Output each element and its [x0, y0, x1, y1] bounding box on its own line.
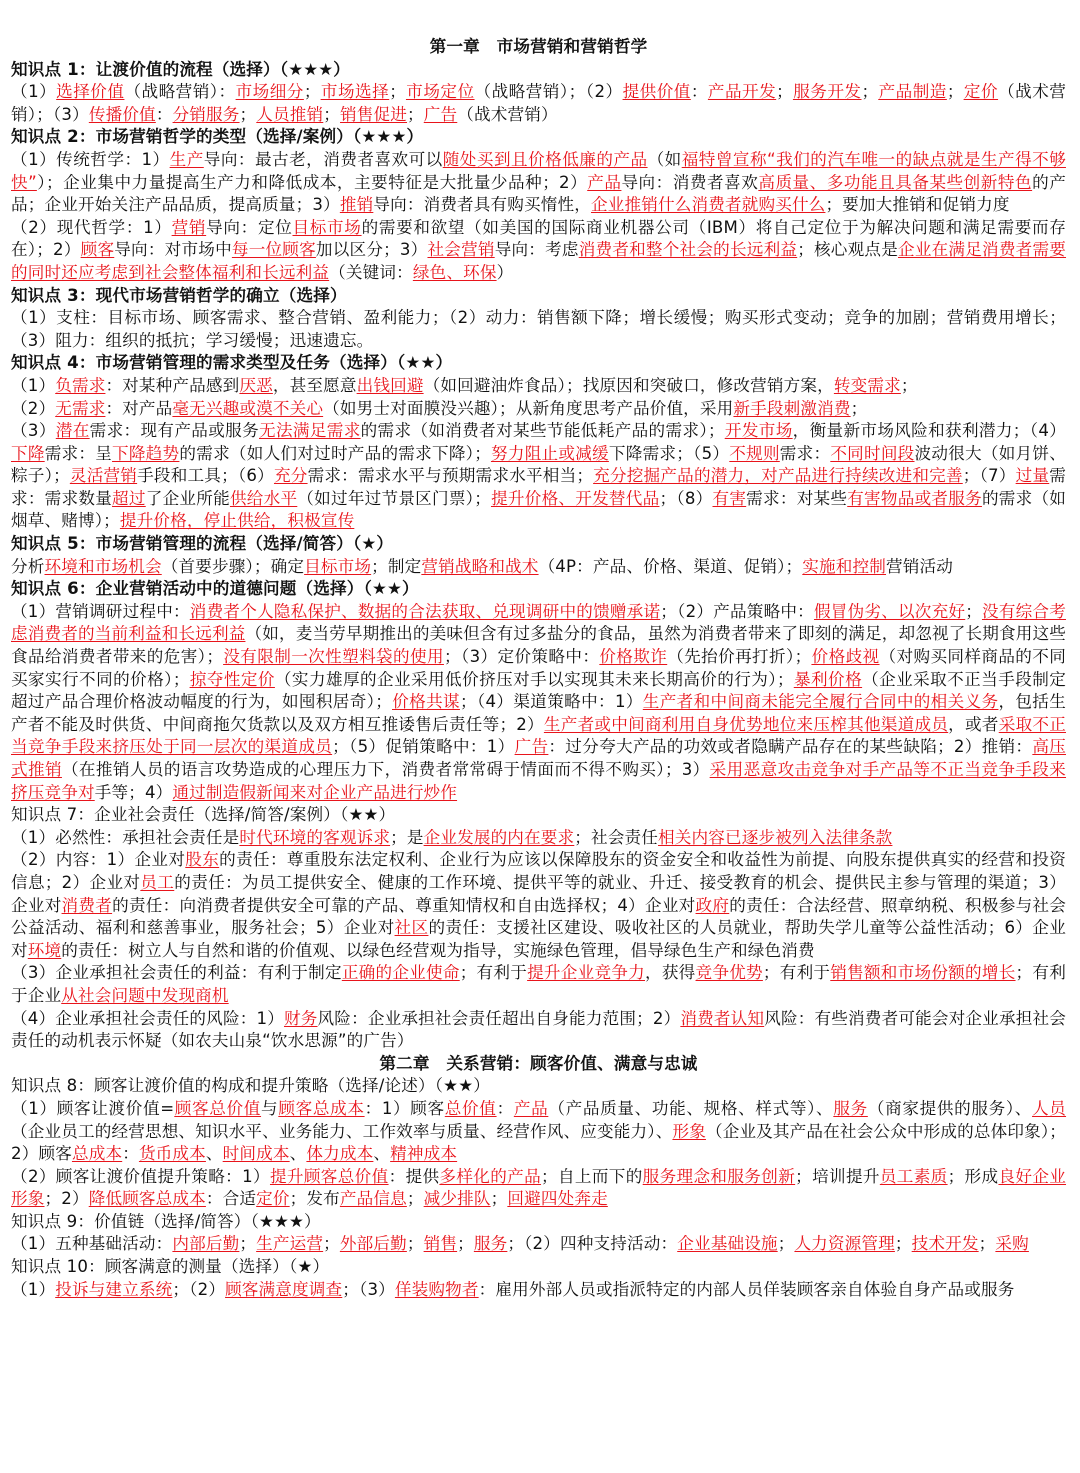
text-run: ；自上而下的 [541, 1166, 643, 1186]
text-run: ： [496, 1098, 514, 1118]
text-run: 的责任：树立人与自然和谐的价值观、以绿色经营观为指导，实施绿色管理，倡导绿色生产和绿色消费 [61, 940, 815, 960]
text-run: ；（2） [172, 1279, 226, 1299]
text-run: 加以区分；3） [315, 240, 428, 260]
text-run: （3） [11, 421, 56, 441]
text-run: （1） [11, 1279, 56, 1299]
key-term: 产品 [587, 172, 622, 192]
key-term: 从社会问题中发现商机 [61, 985, 229, 1005]
paragraph [11, 1166, 1066, 1211]
knowledge-point-heading [11, 352, 1066, 375]
text-run: （首要步骤）；确定 [161, 556, 305, 576]
key-term: 消费者 [61, 895, 113, 915]
paragraph [11, 375, 1066, 398]
text-run: ； [777, 1234, 795, 1254]
text-run: ；发布 [289, 1189, 340, 1209]
text-run: （战术营销） [457, 104, 558, 124]
text-run: ；（2）产品策略中： [660, 601, 814, 621]
key-term: 灵活营销 [69, 466, 138, 486]
key-term: 不同时间段 [830, 443, 915, 463]
text-run: ；社会责任 [574, 827, 659, 847]
text-run: 风险：企业承担社会责任超出自身能力范围；2） [317, 1008, 681, 1028]
key-term: 提升顾客总价值 [269, 1166, 389, 1186]
text-run: （战略营销）；（2） [474, 82, 623, 102]
key-term: 产品制造 [878, 82, 947, 102]
key-term: 高压式推销 [11, 737, 1066, 779]
text-run: ；培训提升 [795, 1166, 880, 1186]
text-run: 知识点 4：市场营销管理的需求类型及任务（选择）（★★） [11, 353, 453, 373]
text-run: 了企业所能 [145, 488, 230, 508]
key-term: 企业在满足消费者需要的同时还应考虑到社会整体福利和长远利益 [11, 240, 1067, 282]
key-term: 过量 [1015, 466, 1050, 486]
text-run: （1）支柱：目标市场、顾客需求、整合营销、盈利能力；（2）动力：销售额下降；增长缓慢；购买形式变动；竞争的加剧；营销费用增长；（3）阻力：组织的抵抗；学习缓慢；迅速遗忘。 [11, 308, 1066, 350]
chapter-title [11, 1053, 1066, 1076]
knowledge-point-heading [11, 804, 1066, 827]
text-run: ； [776, 82, 793, 102]
key-term: 不规则 [729, 443, 780, 463]
key-term: 消费者个人隐私保护、数据的合法获取、兑现调研中的馈赠承诺 [189, 601, 661, 621]
text-run: 导向：消费者喜欢 [621, 172, 759, 192]
key-term: 下降趋势 [112, 443, 180, 463]
key-term: 总成本 [71, 1144, 123, 1164]
text-run: （2） [11, 398, 56, 418]
text-run: ，甚至愿意 [272, 375, 357, 395]
text-run: （4）企业承担社会责任的风险：1） [11, 1008, 284, 1028]
key-term: 服务理念和服务创新 [642, 1166, 796, 1186]
knowledge-point-heading [11, 533, 1066, 556]
text-run: 分析 [11, 556, 45, 576]
key-term: 技术开发 [911, 1234, 979, 1254]
text-run: ；是 [390, 827, 424, 847]
text-run: 下降需求；（5） [608, 443, 730, 463]
text-run: （产品质量、功能、规格、样式等）、 [548, 1098, 834, 1118]
text-run: 手段和工具；（6） [137, 466, 274, 486]
key-term: 提供价值 [622, 82, 691, 102]
key-term: 时间成本 [222, 1144, 290, 1164]
text-run: ：雇用外部人员或指派特定的内部人员佯装顾客亲自体验自身产品或服务 [478, 1279, 1015, 1299]
text-run: ；（3） [342, 1279, 395, 1299]
key-term: 社会营销 [427, 240, 495, 260]
text-run: 需求：需求水平与预期需求水平相当； [307, 466, 594, 486]
text-run: ；（5）促销策略中：1） [332, 737, 515, 757]
key-term: 服务开发 [792, 82, 862, 102]
paragraph [11, 217, 1066, 285]
text-run: ； [946, 82, 964, 102]
text-run: ：提供 [388, 1166, 440, 1186]
text-run: （企业采取不正当手段制定超过产品合理价格波动幅度的行为，如囤积居奇）； [11, 669, 1066, 712]
text-run: 的需求（如人们对过时产品的需求下降）； [179, 443, 491, 463]
text-run: （企业及其产品在社会公众中形成的总体印象）；2）顾客 [11, 1121, 1067, 1164]
text-run: （1）必然性：承担社会责任是 [11, 827, 240, 847]
key-term: 内部后勤 [172, 1234, 240, 1254]
text-run: 的产品；企业开始关注产品品质，提高质量；3） [11, 172, 1066, 215]
knowledge-point-heading [11, 1075, 1066, 1098]
key-term: 定价 [963, 82, 999, 102]
text-run: ：对产品 [105, 398, 173, 418]
paragraph [11, 556, 1066, 579]
text-run: ，包括生产者不能及时供货、中间商拖欠货款以及双方相互推诿售后责任等；2） [11, 692, 1066, 734]
key-term: 努力阻止或减缓 [490, 443, 609, 463]
text-run: （4P：产品、价格、渠道、促销）； [538, 556, 803, 576]
key-term: 生产运营 [256, 1234, 324, 1254]
key-term: 生产者和中间商未能完全履行合同中的相关义务 [642, 692, 999, 712]
key-term: 定价 [256, 1189, 290, 1209]
key-term: 无法满足需求 [259, 421, 361, 441]
text-run: 的责任：向消费者提供安全可靠的产品、尊重知情权和自由选择权；4）企业对 [112, 895, 696, 915]
text-run: 风险：有些消费者可能会对企业承担社会责任的动机表示怀疑（如农夫山泉“饮水思源”的广告） [11, 1008, 1066, 1051]
key-term: 竞争优势 [695, 963, 763, 983]
key-term: 消费者认知 [680, 1008, 765, 1028]
text-run: 需求： [779, 443, 831, 463]
text-run: （如回避油炸食品）；找原因和突破口，修改营销方案， [423, 375, 834, 395]
key-term: 新手段刺激消费 [733, 398, 851, 418]
key-term: 假冒伪劣、以次充好 [813, 601, 966, 621]
key-term: 目标市场 [304, 556, 372, 576]
key-term: 企业推销什么消费者就购买什么 [591, 195, 826, 215]
key-term: 市场细分 [235, 82, 304, 102]
key-term: 人员 [1032, 1098, 1067, 1118]
key-term: 顾客总成本 [278, 1098, 365, 1118]
key-term: 通过制造假新闻来对企业产品进行炒作 [172, 782, 458, 802]
text-run: ； [239, 1234, 257, 1254]
text-run: （1）营销调研过程中： [11, 601, 190, 621]
text-run: ，获得 [645, 963, 696, 983]
key-term: 绿色、环保 [412, 262, 497, 282]
text-run: 知识点 5：市场营销管理的流程（选择/简答）（★） [11, 534, 394, 554]
text-run: 知识点 3：现代市场营销哲学的确立（选择） [11, 285, 347, 305]
key-term: 福特曾宣称“我们的汽车唯一的缺点就是生产得不够快” [11, 149, 1066, 192]
knowledge-point-heading [11, 285, 1066, 308]
key-term: 广告 [423, 104, 458, 124]
text-run: ； [323, 1234, 340, 1254]
key-term: 负需求 [55, 375, 106, 395]
key-term: 员工素质 [879, 1166, 948, 1186]
text-run: （先抬价再打折）； [667, 647, 812, 667]
text-run: 手等；4） [94, 782, 173, 802]
text-run: 、 [205, 1144, 223, 1164]
key-term: 分销服务 [172, 104, 240, 124]
text-run: ； [323, 104, 341, 124]
text-run: 导向：消费者具有购买惰性， [373, 195, 592, 215]
text-run: （如 [647, 149, 682, 169]
text-run: 与 [261, 1098, 279, 1118]
key-term: 总价值 [444, 1098, 497, 1118]
text-run: （商家提供的服务）、 [867, 1098, 1033, 1118]
paragraph [11, 420, 1066, 533]
text-run: ； [389, 82, 406, 102]
text-run: ； [239, 104, 257, 124]
paragraph [11, 962, 1066, 1007]
key-term: 外部后勤 [339, 1234, 407, 1254]
text-run: ； [850, 398, 868, 418]
text-run: 知识点 6：企业营销活动中的道德问题（选择）（★★） [11, 579, 419, 599]
key-term: 没有限制一次性塑料袋的使用 [223, 647, 444, 667]
text-run: （2）内容：1）企业对 [11, 850, 186, 870]
text-run: ； [303, 82, 321, 102]
text-run: ；（4）渠道策略中：1） [459, 692, 643, 712]
key-term: 降低顾客总成本 [88, 1189, 206, 1209]
key-term: 多样化的产品 [439, 1166, 542, 1186]
key-term: 顾客 [80, 240, 115, 260]
text-run: ； [900, 375, 918, 395]
text-run: 知识点 8：顾客让渡价值的构成和提升策略（选择/论述）（★★） [11, 1076, 490, 1096]
text-run: （战术营销）；（3） [11, 82, 1067, 124]
text-run: ；有利于 [459, 963, 528, 983]
text-run: ： [122, 1144, 139, 1164]
paragraph [11, 1008, 1066, 1053]
text-run: ；（7） [962, 466, 1016, 486]
key-term: 厌恶 [239, 375, 273, 395]
text-run: ： [690, 82, 708, 102]
key-term: 股东 [185, 850, 220, 870]
key-term: 人员推销 [256, 104, 324, 124]
key-term: 采取不正当竞争手段来挤压处于同一层次的渠道成员 [11, 714, 1066, 757]
text-run: ；有利于企业 [11, 963, 1066, 1005]
text-run: （实力雄厚的企业采用低价挤压对手以实现其未来长期高价的行为）； [274, 669, 794, 689]
text-run: 导向：最古老，消费者喜欢可以 [203, 149, 443, 169]
paragraph [11, 849, 1066, 962]
key-term: 回避四处奔走 [507, 1189, 608, 1209]
key-term: 财务 [283, 1008, 318, 1028]
key-term: 传播价值 [88, 104, 156, 124]
key-term: 员工 [140, 872, 175, 892]
key-term: 提升企业竞争力 [527, 963, 645, 983]
key-term: 投诉与建立系统 [55, 1279, 173, 1299]
key-term: 出钱回避 [356, 375, 424, 395]
text-run: 需求：需求数量 [11, 466, 1066, 508]
text-run: ）；企业集中力量提高生产力和降低成本，主要特征是大批量少品种；2） [36, 172, 588, 192]
key-term: 环境 [27, 940, 62, 960]
key-term: 消费者和整个社会的长远利益 [578, 240, 798, 260]
text-run: ； [965, 601, 982, 621]
text-run: 的责任：为员工提供安全、健康的工作环境、提供平等的就业、升迁、接受教育的机会、提供民主参与管理的渠道；3）企业对 [11, 872, 1066, 915]
knowledge-point-heading [11, 59, 1066, 82]
knowledge-point-heading [11, 126, 1066, 149]
text-run: ； [861, 82, 879, 102]
knowledge-point-heading [11, 1211, 1066, 1234]
text-run: 导向：对市场中 [114, 240, 232, 260]
text-run: （1） [11, 82, 57, 102]
key-term: 价格欺诈 [599, 647, 668, 667]
key-term: 产品信息 [339, 1189, 407, 1209]
key-term: 采用恶意攻击竞争对手产品等不正当竞争手段来挤压竞争对 [11, 760, 1067, 802]
key-term: 有害 [712, 488, 747, 508]
key-term: 推销 [339, 195, 374, 215]
text-run: ；核心观点是 [797, 240, 899, 260]
key-term: 销售额和市场份额的增长 [830, 963, 1016, 983]
key-term: 广告 [514, 737, 549, 757]
text-run: ：1）顾客 [364, 1098, 445, 1118]
text-run: 的需求（如烟草、赌博）； [11, 488, 1067, 531]
text-run: ；要加大推销和促销力度 [825, 195, 1010, 215]
key-term: 生产者或中间商利用自身优势地位来压榨其他渠道成员 [543, 714, 949, 734]
key-term: 环境和市场机会 [44, 556, 162, 576]
text-run: ；形成 [947, 1166, 999, 1186]
text-run: ； [407, 104, 424, 124]
text-run: （1）传统哲学：1） [11, 149, 170, 169]
text-run: 需求：现有产品或服务 [89, 421, 260, 441]
text-run: ；有利于 [762, 963, 831, 983]
text-run: 的责任：支援社区建设、吸收社区的人员就业，帮助失学儿童等公益性活动；6）企业对 [11, 918, 1066, 960]
key-term: 服务 [473, 1234, 508, 1254]
key-term: 实施和控制 [802, 556, 887, 576]
key-term: 目标市场 [292, 217, 362, 237]
key-term: 顾客满意度调查 [225, 1279, 343, 1299]
paragraph [11, 398, 1066, 421]
key-term: 企业基础设施 [677, 1234, 778, 1254]
key-term: 暴利价格 [793, 669, 863, 689]
key-term: 企业发展的内在要求 [423, 827, 575, 847]
key-term: 佯装购物者 [394, 1279, 479, 1299]
key-term: 营销 [171, 217, 207, 237]
key-term: 开发市场 [724, 421, 793, 441]
text-run: ； [894, 1234, 912, 1254]
key-term: 销售促进 [340, 104, 408, 124]
paragraph [11, 149, 1066, 217]
key-term: 价格共谋 [392, 692, 460, 712]
key-term: 超过 [112, 488, 146, 508]
text-run: （在推销人员的语言攻势造成的心理压力下，消费者常常碍于情面而不得不购买）；3） [61, 760, 710, 779]
text-run: （如男士对面膜没兴趣）；从新角度思考产品价值，采用 [323, 398, 734, 418]
paragraph [11, 601, 1066, 804]
key-term: 潜在 [55, 421, 90, 441]
paragraph [11, 307, 1066, 352]
text-run: （2）现代哲学：1） [11, 217, 172, 237]
text-run: 导向：定位 [206, 217, 293, 237]
text-run: ； [406, 1189, 424, 1209]
key-term: 良好企业形象 [11, 1166, 1067, 1209]
text-run: ： [155, 104, 173, 124]
chapter-title [11, 36, 1066, 59]
key-term: 毫无兴趣或漠不关心 [172, 398, 324, 418]
text-run: 需求：呈 [44, 443, 113, 463]
paragraph [11, 1279, 1066, 1302]
key-term: 有害物品或者服务 [847, 488, 982, 508]
text-run: ； [457, 1234, 474, 1254]
key-term: 产品开发 [707, 82, 777, 102]
text-run: 营销活动 [886, 556, 953, 576]
text-run: ；2） [44, 1189, 89, 1209]
text-run: （如过年过节景区门票）； [297, 488, 491, 508]
text-run: ； [490, 1189, 508, 1209]
key-term: 时代环境的客观诉求 [239, 827, 391, 847]
text-run: ；（8） [659, 488, 713, 508]
text-run: ：合适 [205, 1189, 257, 1209]
key-term: 充分 [273, 466, 308, 486]
key-term: 形象 [672, 1121, 706, 1141]
text-run: 、 [289, 1144, 307, 1164]
knowledge-point-heading [11, 1256, 1066, 1279]
text-run: ； [978, 1234, 996, 1254]
text-run: ，衡量新市场风险和获利潜力；（4） [792, 421, 1067, 441]
key-term: 减少排队 [423, 1189, 491, 1209]
text-run: 知识点 1：让渡价值的流程（选择）（★★★） [11, 59, 351, 79]
text-run: ；（3）定价策略中： [443, 647, 600, 667]
paragraph [11, 81, 1066, 126]
text-run: ； [406, 1234, 424, 1254]
text-run: ；制定 [371, 556, 422, 576]
key-term: 没有综合考虑消费者的当前利益和长远利益 [11, 601, 1066, 644]
key-term: 产品 [513, 1098, 549, 1118]
key-term: 充分挖掘产品的潜力，对产品进行持续改进和完善 [593, 466, 963, 486]
key-term: 市场定位 [405, 82, 475, 102]
text-run: ：对某种产品感到 [105, 375, 240, 395]
text-run: 导向：考虑 [494, 240, 579, 260]
text-run: （1）五种基础活动： [11, 1234, 173, 1254]
text-run: （关键词： [329, 262, 413, 282]
key-term: 政府 [695, 895, 730, 915]
key-term: 体力成本 [306, 1144, 374, 1164]
paragraph [11, 1233, 1066, 1256]
text-run: 波动很大（如月饼、粽子）； [11, 443, 1066, 486]
text-run: （2）顾客让渡价值提升策略：1） [11, 1166, 270, 1186]
key-term: 选择价值 [56, 82, 125, 102]
text-run: 的需要和欲望（如美国的国际商业机器公司（IBM）将自己定位于为解决问题和满足需要而存在）；2） [11, 217, 1066, 260]
text-run: 的需求（如消费者对某些节能低耗产品的需求）； [360, 421, 725, 441]
key-term: 正确的企业使命 [341, 963, 460, 983]
text-run: 知识点 10：顾客满意的测量（选择）（★） [11, 1257, 330, 1277]
key-term: 社区 [394, 918, 429, 938]
key-term: 下降 [11, 443, 45, 463]
key-term: 相关内容已逐步被列入法律条款 [658, 827, 893, 847]
key-term: 随处买到且价格低廉的产品 [442, 149, 648, 169]
text-run: ；（2）四种支持活动： [507, 1234, 678, 1254]
key-term: 掠夺性定价 [189, 669, 275, 689]
key-term: 服务 [833, 1098, 868, 1118]
text-run: （1） [11, 375, 56, 395]
paragraph [11, 1098, 1066, 1166]
text-run: 第二章 关系营销：顾客价值、满意与忠诚 [379, 1053, 698, 1073]
text-run: （1）顾客让渡价值= [11, 1098, 175, 1118]
key-term: 市场选择 [320, 82, 390, 102]
key-term: 无需求 [55, 398, 106, 418]
key-term: 生产 [169, 149, 204, 169]
text-run: （如，麦当劳早期推出的美味但含有过多盐分的食品，虽然为消费者带来了即刻的满足，却忽视了长期食用这些食品给消费者带来的危害）； [11, 624, 1066, 667]
text-run: （战略营销）： [124, 82, 236, 102]
text-run: ，或者 [948, 714, 999, 734]
key-term: 货币成本 [138, 1144, 206, 1164]
key-term: 高质量、多功能且具备某些创新特色 [758, 172, 1033, 192]
text-run: 第一章 市场营销和营销哲学 [429, 37, 648, 56]
text-run: 需求：对某些 [746, 488, 848, 508]
key-term: 转变需求 [833, 375, 901, 395]
key-term: 每一位顾客 [231, 240, 316, 260]
text-run: （企业员工的经营思想、知识水平、业务能力、工作效率与质量、经营作风、应变能力）、 [11, 1121, 673, 1141]
text-run: 、 [373, 1144, 391, 1164]
key-term: 销售 [423, 1234, 458, 1254]
text-run: 知识点 2：市场营销哲学的类型（选择/案例）（★★★） [11, 127, 424, 147]
key-term: 人力资源管理 [794, 1234, 895, 1254]
key-term: 顾客总价值 [174, 1098, 262, 1118]
knowledge-point-heading [11, 578, 1066, 601]
key-term: 提升价格，停止供给，积极宣传 [119, 511, 355, 531]
key-term: 价格歧视 [811, 647, 880, 667]
text-run: （对购买同样商品的不同买家实行不同的价格）； [11, 647, 1066, 689]
key-term: 营销战略和战术 [421, 556, 539, 576]
text-run: ：过分夸大产品的功效或者隐瞒产品存在的某些缺陷；2）推销： [548, 737, 1033, 757]
text-run: 的责任：尊重股东法定权利、企业行为应该以保障股东的资金安全和收益性为前提、向股东提供真实的经营和投资信息；2）企业对 [11, 850, 1067, 892]
key-term: 供给水平 [229, 488, 298, 508]
text-run: （3）企业承担社会责任的利益：有利于制定 [11, 963, 342, 983]
text-run: 知识点 7：企业社会责任（选择/简答/案例）（★★） [11, 805, 396, 825]
text-run: 的责任：合法经营、照章纳税、积极参与社会公益活动、福利和慈善事业，服务社会；5）企业对 [11, 895, 1067, 938]
paragraph [11, 827, 1066, 850]
key-term: 精神成本 [390, 1144, 458, 1164]
text-run: ） [496, 262, 514, 282]
text-run: 知识点 9：价值链（选择/简答）（★★★） [11, 1211, 321, 1231]
key-term: 采购 [995, 1234, 1029, 1254]
key-term: 提升价格、开发替代品 [490, 488, 660, 508]
